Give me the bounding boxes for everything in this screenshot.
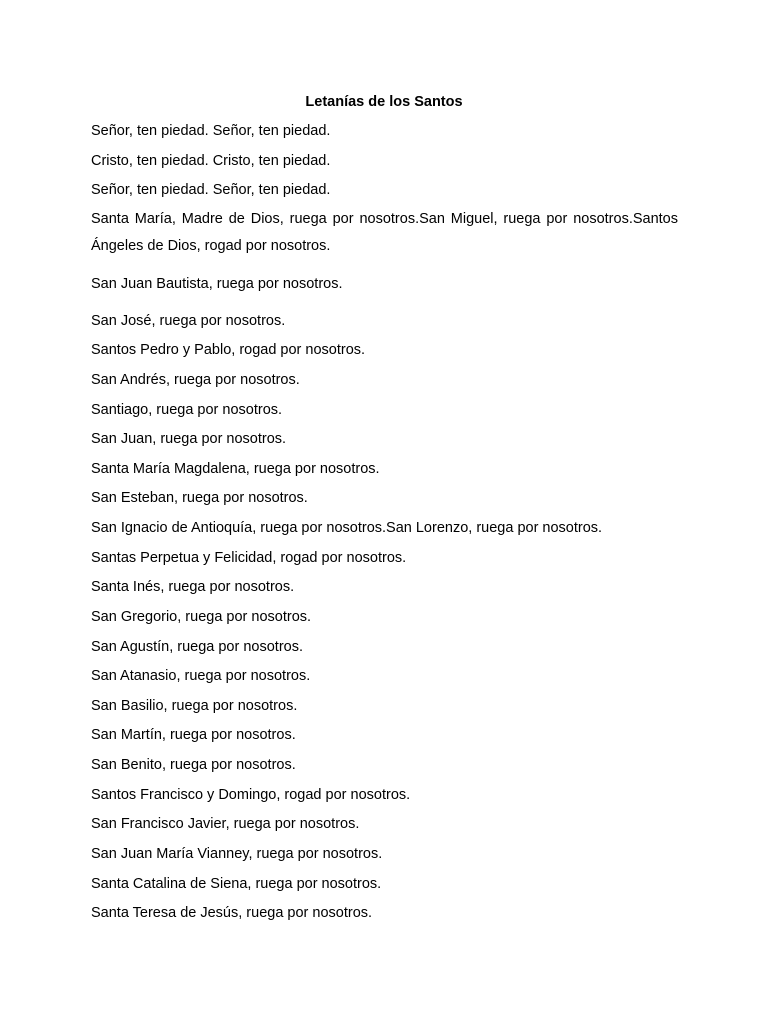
litany-line: San Juan, ruega por nosotros. <box>91 431 287 447</box>
litany-line: Santa Teresa de Jesús, ruega por nosotros. <box>91 905 373 921</box>
litany-paragraph: Santa María, Madre de Dios, ruega por nosotros.San Miguel, ruega por nosotros.Santos Ángeles de Dios, rogad por nosotros. <box>91 211 678 254</box>
litany-line: San Francisco Javier, ruega por nosotros. <box>91 816 360 832</box>
litany-line: Santos Francisco y Domingo, rogad por nosotros. <box>91 787 411 803</box>
litany-line: San Basilio, ruega por nosotros. <box>91 698 298 714</box>
litany-line: San Gregorio, ruega por nosotros. <box>91 609 312 625</box>
litany-line: Santa Inés, ruega por nosotros. <box>91 579 295 595</box>
litany-line: San Juan Bautista, ruega por nosotros. <box>91 276 343 292</box>
litany-line: San Juan María Vianney, ruega por nosotros. <box>91 846 383 862</box>
litany-line: Santa Catalina de Siena, ruega por nosotros. <box>91 876 382 892</box>
litany-line: Señor, ten piedad. Señor, ten piedad. <box>91 182 331 198</box>
litany-line: Santos Pedro y Pablo, rogad por nosotros. <box>91 342 366 358</box>
litany-line: San Esteban, ruega por nosotros. <box>91 490 308 506</box>
litany-line: San Agustín, ruega por nosotros. <box>91 639 303 655</box>
litany-line: Santiago, ruega por nosotros. <box>91 402 283 418</box>
litany-line: San Ignacio de Antioquía, ruega por nosotros.San Lorenzo, ruega por nosotros. <box>91 520 603 536</box>
litany-line: Santa María Magdalena, ruega por nosotros. <box>91 461 380 477</box>
litany-line: Cristo, ten piedad. Cristo, ten piedad. <box>91 153 331 169</box>
document-title: Letanías de los Santos <box>305 94 463 110</box>
litany-line: San Martín, ruega por nosotros. <box>91 727 296 743</box>
litany-line: Señor, ten piedad. Señor, ten piedad. <box>91 123 331 139</box>
litany-line: San Andrés, ruega por nosotros. <box>91 372 300 388</box>
litany-line: San José, ruega por nosotros. <box>91 313 286 329</box>
litany-line: San Atanasio, ruega por nosotros. <box>91 668 311 684</box>
litany-line: Santas Perpetua y Felicidad, rogad por nosotros. <box>91 550 407 566</box>
litany-line: San Benito, ruega por nosotros. <box>91 757 296 773</box>
